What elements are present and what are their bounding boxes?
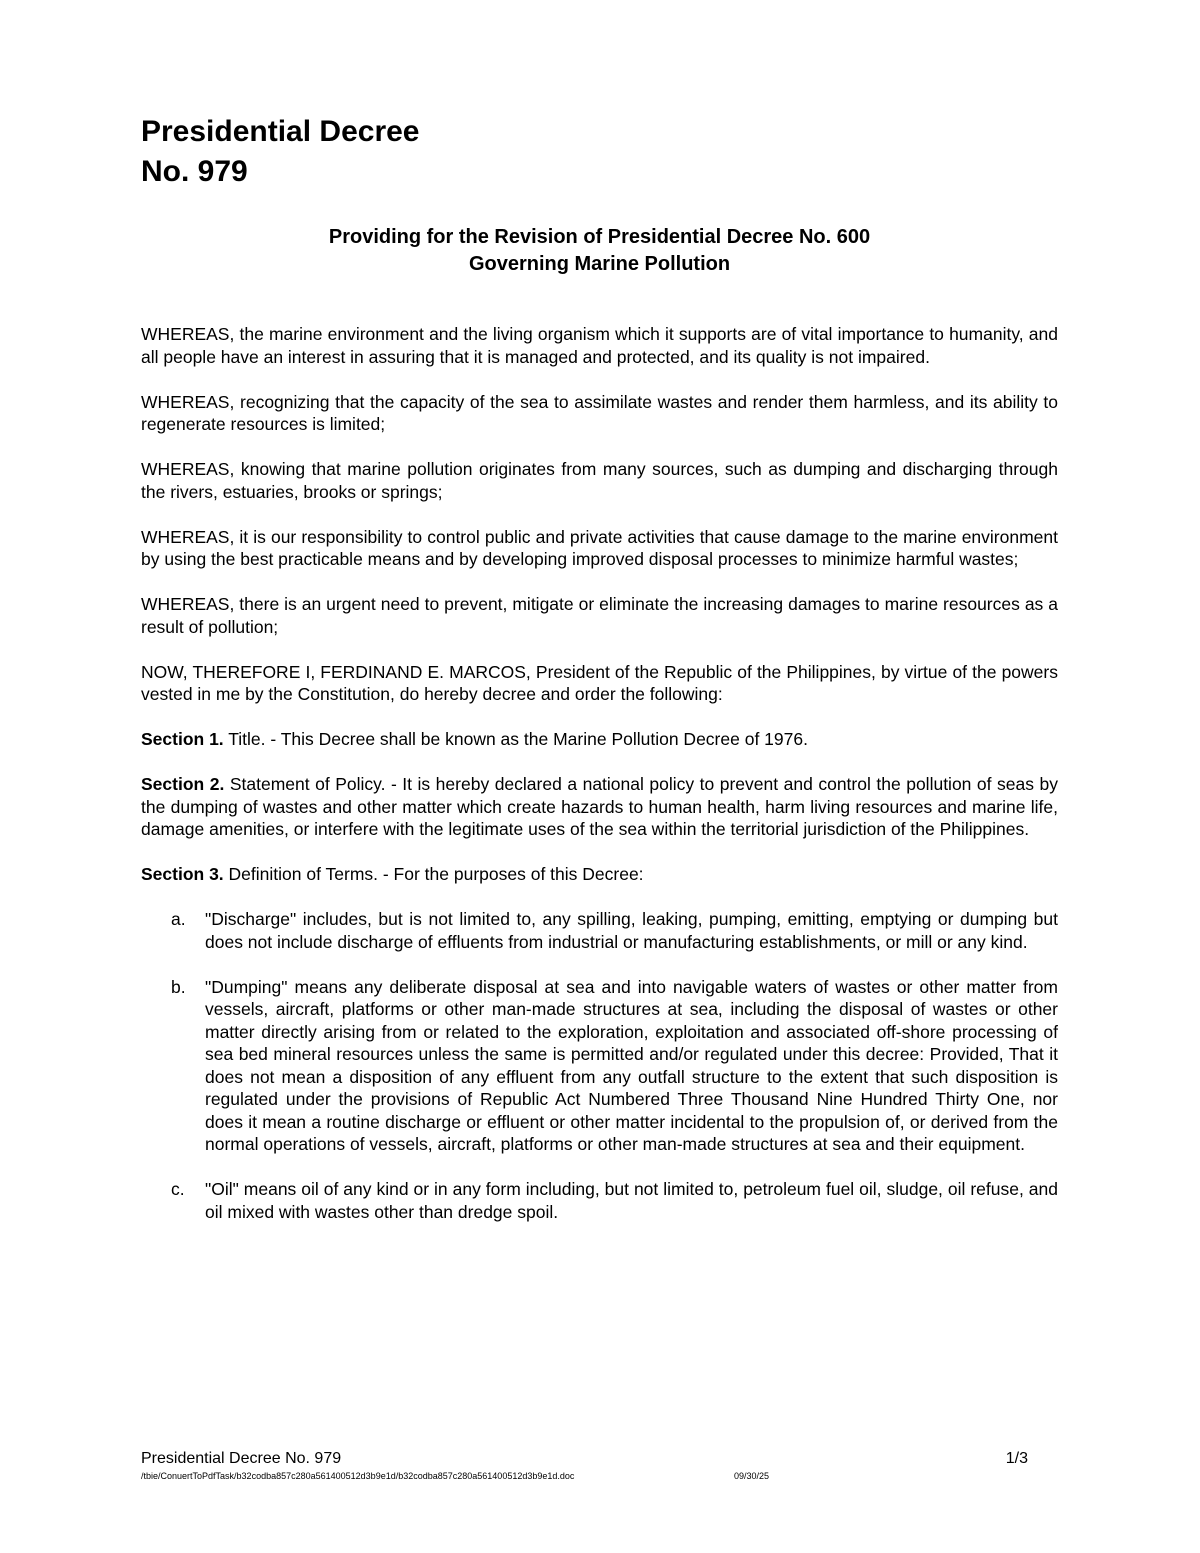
definition-item bbox=[141, 1178, 1058, 1223]
whereas-clause: WHEREAS, the marine environment and the living organism which it supports are of vital importance to humanity, and all people have an interest in assuring that it is managed and protected, and its quality is not impaired. bbox=[141, 324, 1058, 367]
definition-item bbox=[141, 908, 1058, 953]
footer-date: 09/30/25 bbox=[734, 1471, 770, 1481]
document-body bbox=[141, 323, 1058, 1246]
subtitle-line-2: Governing Marine Pollution bbox=[468, 253, 731, 275]
footer-page-number: 1/3 bbox=[1005, 1450, 1028, 1467]
title-line-2: No. 979 bbox=[141, 155, 248, 188]
subtitle-line-1: Providing for the Revision of Presidential Decree No. 600 bbox=[328, 226, 871, 248]
section-text: Definition of Terms. - For the purposes of this Decree: bbox=[228, 864, 644, 884]
item-text: "Discharge" includes, but is not limited to, any spilling, leaking, pumping, emitting, emptying or dumping but does not include discharge of effluents from industrial or manufacturing establishments, or mill or any kind. bbox=[205, 909, 1058, 952]
section-label: Section 3. bbox=[141, 864, 224, 884]
whereas-clause: WHEREAS, it is our responsibility to control public and private activities that cause damage to the marine environment by using the best practicable means and by developing improved disposal processes to minimize harmful wastes; bbox=[141, 526, 1058, 569]
section-label: Section 2. bbox=[141, 774, 225, 794]
section-3 bbox=[141, 863, 1058, 886]
item-letter: c. bbox=[171, 1179, 185, 1199]
item-text: "Dumping" means any deliberate disposal at sea and into navigable waters of wastes or other matter from vessels, aircraft, platforms or other man-made structures at sea, including the disposal of wastes or other matter directly arising from or related to the exploration, exploitation and associated off-shore processing of sea bed mineral resources unless the same is permitted and/or regulated under this decree: Provided, That it does not mean a disposition of any effluent from any outfall structure to the extent that such disposition is regulated under the provisions of Republic Act Numbered Three Thousand Nine Hundred Thirty One, nor does it mean a routine discharge or effluent or other matter incidental to the propulsion of, or derived from the normal operations of vessels, aircraft, platforms or other man-made structures at sea and their equipment. bbox=[205, 976, 1058, 1154]
whereas-clause: WHEREAS, there is an urgent need to prevent, mitigate or eliminate the increasing damages to marine resources as a result of pollution; bbox=[141, 594, 1058, 637]
now-therefore-clause: NOW, THEREFORE I, FERDINAND E. MARCOS, President of the Republic of the Philippines, by virtue of the powers vested in me by the Constitution, do hereby decree and order the following: bbox=[141, 661, 1058, 704]
definitions-list bbox=[141, 908, 1058, 1223]
item-letter: b. bbox=[171, 976, 186, 997]
title-line-1: Presidential Decree bbox=[141, 115, 420, 148]
section-label: Section 1. bbox=[141, 729, 224, 749]
definition-item bbox=[141, 976, 1058, 1156]
footer-file-path: /tbie/ConuertToPdfTask/b32codba857c280a561400512d3b9e1d/b32codba857c280a561400512d3b9e1d.doc bbox=[141, 1471, 575, 1481]
item-text: "Oil" means oil of any kind or in any form including, but not limited to, petroleum fuel oil, sludge, oil refuse, and oil mixed with wastes other than dredge spoil. bbox=[205, 1179, 1058, 1222]
section-text: Statement of Policy. - It is hereby declared a national policy to prevent and control the pollution of seas by the dumping of wastes and other matter which create hazards to human health, harm living resources and marine life, damage amenities, or interfere with the legitimate uses of the sea within the territorial jurisdiction of the Philippines. bbox=[141, 774, 1058, 839]
whereas-clause: WHEREAS, recognizing that the capacity of the sea to assimilate wastes and render them harmless, and its ability to regenerate resources is limited; bbox=[141, 391, 1058, 434]
page-title bbox=[141, 112, 419, 192]
footer-doc-title: Presidential Decree No. 979 bbox=[141, 1450, 342, 1467]
item-letter: a. bbox=[171, 909, 186, 929]
section-2 bbox=[141, 773, 1058, 841]
document-subtitle bbox=[141, 224, 1058, 278]
whereas-clause: WHEREAS, knowing that marine pollution originates from many sources, such as dumping and discharging through the rivers, estuaries, brooks or springs; bbox=[141, 459, 1058, 502]
section-text: Title. - This Decree shall be known as the Marine Pollution Decree of 1976. bbox=[228, 729, 808, 749]
section-1 bbox=[141, 728, 1058, 751]
